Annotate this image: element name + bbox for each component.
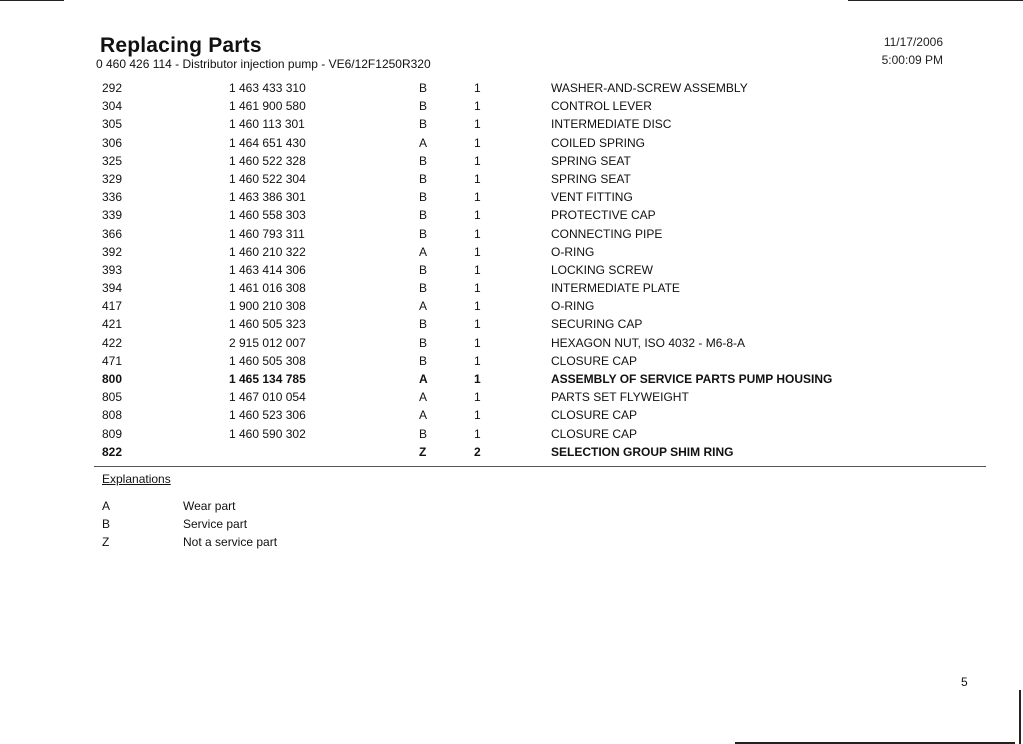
quantity: 1 [474,390,481,405]
legend-code: Z [102,535,110,549]
description: CONTROL LEVER [551,99,652,114]
quantity: 1 [474,317,481,332]
description: CLOSURE CAP [551,408,638,423]
scan-edge-top-right [848,0,1023,1]
category-code: A [419,408,428,423]
category-code: B [419,208,428,223]
document-subtitle: 0 460 426 114 - Distributor injection pump - VE6/12F1250R320 [96,57,431,71]
description: LOCKING SCREW [551,262,654,277]
description: INTERMEDIATE DISC [551,117,672,132]
quantity: 1 [474,353,481,368]
position-number: 339 [102,208,123,223]
category-code: Z [419,444,427,459]
position-number: 394 [102,281,123,296]
quantity: 1 [474,208,481,223]
quantity: 1 [474,135,481,150]
category-code: B [419,117,428,132]
description: CONNECTING PIPE [551,226,663,241]
description: INTERMEDIATE PLATE [551,281,680,296]
category-code: A [419,390,428,405]
explanations-title: Explanations [102,472,171,486]
position-number: 822 [102,444,123,459]
part-number: 1 460 523 306 [229,408,306,423]
page-title: Replacing Parts [100,34,262,57]
quantity: 1 [474,335,481,350]
position-number: 417 [102,299,123,314]
quantity: 1 [474,117,481,132]
quantity: 1 [474,190,481,205]
category-code: B [419,99,428,114]
position-number: 421 [102,317,123,332]
position-number: 366 [102,226,123,241]
print-time: 5:00:09 PM [881,53,943,67]
position-number: 329 [102,171,123,186]
part-number: 1 460 558 303 [229,208,306,223]
description: SPRING SEAT [551,153,631,168]
position-number: 809 [102,426,123,441]
category-code: B [419,190,428,205]
part-number: 1 460 113 301 [229,117,305,132]
category-code: B [419,353,428,368]
position-number: 471 [102,353,123,368]
position-number: 306 [102,135,123,150]
description: CLOSURE CAP [551,353,638,368]
legend-code: B [102,517,111,531]
part-number: 1 460 505 308 [229,353,306,368]
table-divider [94,466,986,467]
description: SPRING SEAT [551,171,631,186]
category-code: B [419,281,428,296]
part-number: 1 460 522 328 [229,153,306,168]
position-number: 304 [102,99,123,114]
description: VENT FITTING [551,190,633,205]
position-number: 292 [102,81,123,95]
position-number: 800 [102,372,123,386]
scan-edge-right [1019,690,1021,744]
description: PROTECTIVE CAP [551,208,656,223]
description: SECURING CAP [551,317,643,332]
category-code: A [419,135,428,150]
page-number: 5 [961,675,968,689]
part-number: 1 460 590 302 [229,426,306,441]
description: HEXAGON NUT, ISO 4032 - M6-8-A [551,335,746,350]
description: COILED SPRING [551,135,646,150]
description: ASSEMBLY OF SERVICE PARTS PUMP HOUSING [551,372,833,386]
position-number: 325 [102,153,123,168]
part-number: 1 467 010 054 [229,390,306,405]
quantity: 1 [474,153,481,168]
category-code: B [419,426,428,441]
quantity: 1 [474,426,481,441]
part-number: 1 463 386 301 [229,190,306,205]
quantity: 1 [474,299,481,314]
quantity: 1 [474,408,481,423]
print-date: 11/17/2006 [883,35,943,49]
position-number: 336 [102,190,123,205]
part-number: 1 460 522 304 [229,171,306,186]
part-number: 1 461 900 580 [229,99,306,114]
part-number: 1 464 651 430 [229,135,306,150]
category-code: B [419,81,428,95]
category-code: B [419,317,428,332]
scan-edge-top-left [0,0,64,1]
legend-text: Service part [183,517,248,531]
quantity: 1 [474,226,481,241]
description: WASHER-AND-SCREW ASSEMBLY [551,81,748,95]
quantity: 1 [474,372,481,386]
part-number: 1 460 793 311 [229,226,305,241]
category-code: A [419,372,428,386]
description: O-RING [551,299,595,314]
legend-text: Not a service part [183,535,278,549]
legend-code: A [102,499,111,513]
quantity: 1 [474,262,481,277]
legend-text: Wear part [183,499,236,513]
part-number: 1 900 210 308 [229,299,306,314]
position-number: 305 [102,117,123,132]
quantity: 1 [474,281,481,296]
quantity: 1 [474,99,481,114]
part-number: 1 465 134 785 [229,372,306,386]
part-number: 2 915 012 007 [229,335,306,350]
category-code: B [419,153,428,168]
quantity: 2 [474,444,481,459]
position-number: 808 [102,408,123,423]
part-number: 1 463 414 306 [229,262,306,277]
description: PARTS SET FLYWEIGHT [551,390,689,405]
quantity: 1 [474,244,481,259]
category-code: B [419,262,428,277]
category-code: B [419,226,428,241]
position-number: 392 [102,244,123,259]
category-code: A [419,244,428,259]
position-number: 422 [102,335,123,350]
part-number: 1 461 016 308 [229,281,306,296]
category-code: B [419,171,428,186]
part-number: 1 460 210 322 [229,244,306,259]
category-code: B [419,335,428,350]
position-number: 393 [102,262,123,277]
position-number: 805 [102,390,123,405]
quantity: 1 [474,81,481,95]
description: CLOSURE CAP [551,426,638,441]
part-number: 1 460 505 323 [229,317,306,332]
description: O-RING [551,244,595,259]
part-number: 1 463 433 310 [229,81,306,95]
quantity: 1 [474,171,481,186]
category-code: A [419,299,428,314]
description: SELECTION GROUP SHIM RING [551,444,734,459]
